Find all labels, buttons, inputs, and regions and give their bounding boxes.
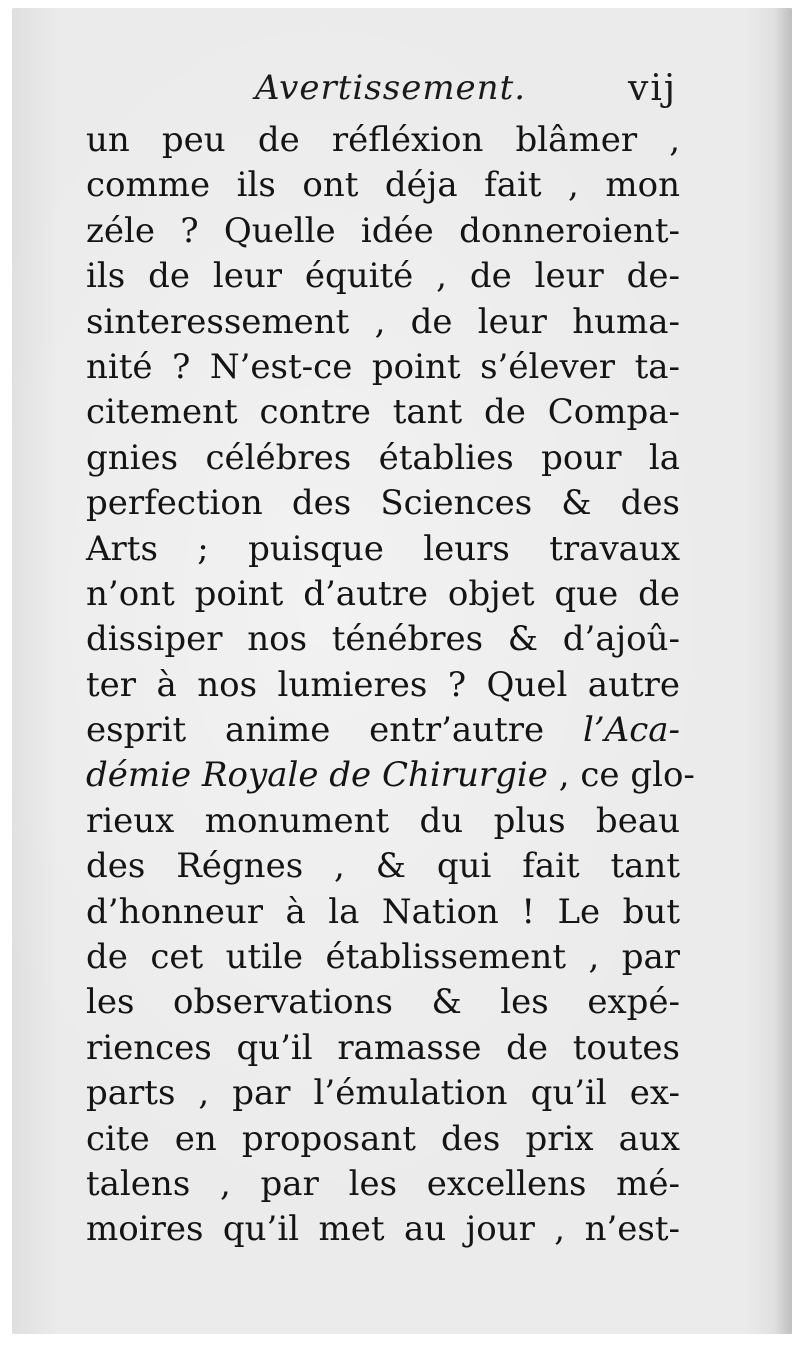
page-number: vij [628,68,678,109]
text-line: ils de leur équité , de leur de- [86,256,680,297]
text-line-roman: esprit anime entr’autre [86,710,545,751]
text-line: nité ? N’est-ce point s’élever ta- [86,346,680,387]
text-line-italic: démie Royale de Chirurgie [86,755,548,796]
text-line: cite en proposant des prix aux [86,1118,680,1159]
text-line: un peu de réfléxion blâmer , [86,120,680,160]
text-line: talens , par les excellens mé- [86,1163,680,1204]
text-line-mixed [86,753,695,798]
text-line: ter à nos lumieres ? Quel autre [86,664,680,705]
text-line: perfection des Sciences & des [86,483,680,524]
text-line: citement contre tant de Compa- [86,392,680,433]
text-line: gnies célébres établies pour la [86,437,680,478]
text-line: les observations & les expé- [86,982,680,1023]
text-line: moires qu’il met au jour , n’est- [86,1209,680,1250]
text-line: rieux monument du plus beau [86,800,680,841]
text-line: des Régnes , & qui fait tant [86,846,680,887]
text-line: d’honneur à la Nation ! Le but [86,891,680,932]
text-line-italic: l’Aca- [582,710,680,751]
text-line-mixed [86,708,680,753]
page-edge-shadow [774,8,792,1334]
text-line: sinteressement , de leur huma- [86,301,680,342]
text-line: n’ont point d’autre objet que de [86,573,680,614]
text-line: parts , par l’émulation qu’il ex- [86,1073,680,1114]
text-line: Arts ; puisque leurs travaux [86,528,680,569]
text-line: de cet utile établissement , par [86,937,680,978]
text-line: riences qu’il ramasse de toutes [86,1027,680,1068]
text-line: comme ils ont déja fait , mon [86,165,680,206]
running-head: Avertissement. [255,68,527,108]
body-text [86,118,695,1253]
text-line: zéle ? Quelle idée donneroient- [86,210,680,251]
text-line: dissiper nos ténébres & d’ajoû- [86,619,680,660]
text-line-roman: , ce glo- [558,755,695,796]
